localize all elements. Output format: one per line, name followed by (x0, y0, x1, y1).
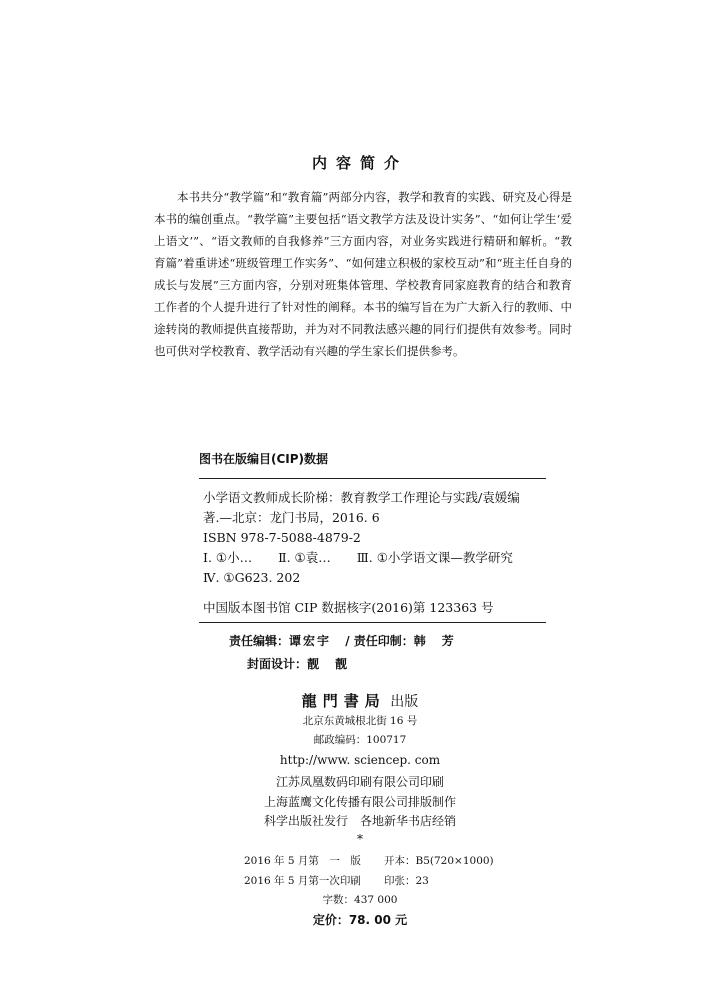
cip-isbn: ISBN 978-7-5088-4879-2 (203, 530, 361, 545)
word-count: 字数：437 000 (322, 894, 398, 906)
format-info: 开本：B5(720×1000) (384, 855, 494, 867)
cip-class-1: Ⅰ. ①小… (203, 550, 253, 565)
cip-class-4: Ⅳ. ①G623. 202 (203, 570, 301, 585)
separator-asterisk: * (357, 832, 363, 846)
cip-classification (203, 548, 563, 588)
page-title: 内容简介 (311, 154, 408, 172)
cip-bottom-rule (199, 622, 546, 623)
publisher-suffix: 出版 (390, 694, 419, 710)
cip-class-2: Ⅱ. ①袁… (278, 550, 331, 565)
editor-label: 责任编辑： (229, 634, 290, 648)
cip-line-2: 著.—北京：龙门书局，2016. 6 (203, 510, 380, 525)
credits-row-2 (247, 655, 349, 672)
cip-description (203, 488, 548, 548)
cip-record-number: 中国版本图书馆 CIP 数据核字(2016)第 123363 号 (203, 600, 494, 615)
credits-row-1 (229, 632, 456, 649)
publisher-url: http://www. sciencep. com (279, 753, 441, 767)
sheets-info: 印张：23 (384, 875, 429, 887)
publisher-logo: 龍門書局 (301, 692, 386, 710)
print-manager-name: 韩 芳 (413, 634, 456, 648)
cip-heading: 图书在版编目(CIP)数据 (199, 452, 329, 466)
distribution-info: 科学出版社发行 各地新华书店经销 (263, 814, 456, 828)
intro-text: 本书共分“教学篇”和“教育篇”两部分内容，教学和教育的实践、研究及心得是本书的编创重点。“教学篇”主要包括“语文教学方法及设计实务”、“如何让学生‘爱上语文’”、“语文教师的自我修养”三方面内容，对业务实践进行精研和解析。“教育篇”着重讲述“班级管理工作实务”、“如何建立积极的家校互动”和“班主任自身的成长与发展”三方面内容，分别对班集体管理、学校教育同家庭教育的结合和教育工作者的个人提升进行了针对性的阐释。本书的编写旨在为广大新入行的教师、中途转岗的教师提供直接帮助，并为对不同教法感兴趣的同行们提供有效参考。同时也可供对学校教育、教学活动有兴趣的学生家长们提供参考。 (154, 190, 572, 358)
print-label: / 责任印制： (345, 634, 414, 648)
cover-designer-name: 靓 靓 (307, 657, 350, 671)
intro-paragraph (154, 186, 572, 362)
cip-top-rule (199, 478, 546, 479)
edition-info: 2016 年 5 月第 一 版 (244, 855, 361, 867)
printing-info: 2016 年 5 月第一次印刷 (244, 875, 361, 887)
publisher-address: 北京东黄城根北街 16 号 (302, 715, 418, 727)
cip-line-1: 小学语文教师成长阶梯：教育教学工作理论与实践/袁媛编 (203, 490, 520, 505)
printer-name: 江苏凤凰数码印刷有限公司印刷 (275, 775, 444, 789)
typesetter-name: 上海蓝鹰文化传播有限公司排版制作 (263, 795, 456, 809)
cip-class-3: Ⅲ. ①小学语文课—教学研究 (356, 550, 513, 565)
price: 定价：78. 00 元 (312, 913, 408, 927)
cover-label: 封面设计： (247, 657, 308, 671)
publisher-line (0, 690, 720, 711)
editor-name: 谭宏宇 (289, 634, 332, 648)
publisher-postcode: 邮政编码：100717 (313, 734, 407, 746)
